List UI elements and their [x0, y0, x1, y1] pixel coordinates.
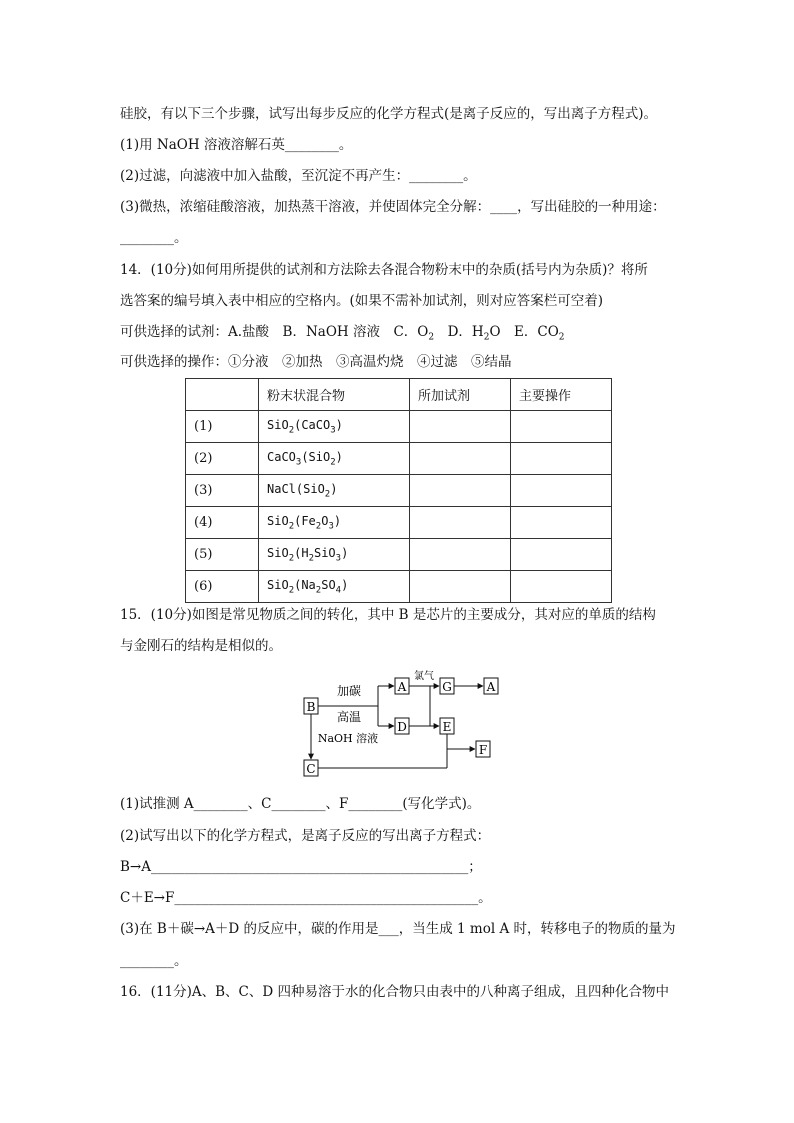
q15-eq-2: C＋E→F_____________________________________________。	[120, 890, 492, 906]
table-header-cell: 粉末状混合物	[259, 379, 410, 411]
mixture-cell: $SiO_2(H_2SiO_3)$	[259, 539, 410, 571]
operation-answer-cell[interactable]	[511, 411, 612, 443]
q13-line-4: (3)微热，浓缩硅酸溶液，加热蒸干溶液，并使固体完全分解：____，写出硅胶的一种用途：	[120, 199, 666, 215]
box-a2	[484, 678, 498, 694]
reagent-answer-cell[interactable]	[410, 475, 511, 507]
q14-reagents-a: 可供选择的试剂：A.盐酸 B．NaOH 溶液 C．O	[120, 324, 429, 340]
label-add-carbon: 加碳	[336, 684, 362, 698]
q13-line-1: 硅胶，有以下三个步骤，试写出每步反应的化学方程式(是离子反应的，写出离子方程式)。	[120, 106, 658, 122]
node-g: G	[442, 680, 452, 694]
q14-reagents-d: D．H	[434, 324, 484, 340]
row-number: (5)	[186, 539, 259, 571]
node-e: E	[442, 720, 452, 734]
mixture-cell: $SiO_2(Na_2SO_4)$	[259, 571, 410, 603]
q14-reagents: 可供选择的试剂：A.盐酸 B．NaOH 溶液 C．$O_2$ D．$H_2O$ E．$CO_2$	[120, 324, 565, 343]
table-row	[186, 539, 612, 571]
q13-line-5: ________。	[120, 230, 188, 246]
conversion-diagram	[290, 668, 510, 783]
q16-stem: 16．(11分)A、B、C、D 四种易溶于水的化合物只由表中的八种离子组成，且四种化合物中	[120, 984, 670, 1000]
reagent-answer-cell[interactable]	[410, 539, 511, 571]
label-naoh: NaOH 溶液	[317, 732, 379, 745]
table-row	[186, 443, 612, 475]
table-row	[186, 507, 612, 539]
q14-table	[185, 378, 612, 603]
table-header-row	[186, 379, 612, 411]
q15-stem-2: 与金刚石的结构是相似的。	[120, 638, 282, 654]
row-number: (3)	[186, 475, 259, 507]
q15-eq-1: B→A_______________________________________________；	[120, 859, 482, 875]
node-f: F	[478, 743, 488, 757]
q15-stem-1: 15．(10分)如图是常见物质之间的转化，其中 B 是芯片的主要成分，其对应的单质的结构	[120, 607, 656, 623]
node-b: B	[306, 700, 316, 714]
table-header-cell	[186, 379, 259, 411]
mixture-cell: CaCO$_3$(SiO$_2$)	[259, 443, 410, 475]
box-a1	[395, 678, 409, 694]
node-d: D	[397, 720, 407, 734]
operation-answer-cell[interactable]	[511, 539, 612, 571]
table-row	[186, 571, 612, 603]
q14-stem-2: 选答案的编号填入表中相应的空格内。(如果不需补加试剂，则对应答案栏可空着)	[120, 293, 604, 309]
q13-line-2: (1)用 NaOH 溶液溶解石英________。	[120, 137, 353, 153]
table-row	[186, 411, 612, 443]
operation-answer-cell[interactable]	[511, 475, 612, 507]
label-chlorine: 氯气	[414, 671, 434, 682]
q14-stem-1: 14．(10分)如何用所提供的试剂和方法除去各混合物粉末中的杂质(括号内为杂质)？将所	[120, 262, 648, 278]
reagent-answer-cell[interactable]	[410, 411, 511, 443]
table-header-cell: 主要操作	[511, 379, 612, 411]
box-c	[304, 760, 318, 776]
node-a: A	[397, 680, 407, 694]
row-number: (1)	[186, 411, 259, 443]
box-g	[440, 678, 454, 694]
q14-operations: 可供选择的操作：①分液 ②加热 ③高温灼烧 ④过滤 ⑤结晶	[120, 354, 512, 370]
table-header-cell: 所加试剂	[410, 379, 511, 411]
row-number: (2)	[186, 443, 259, 475]
node-a: A	[486, 680, 496, 694]
operation-answer-cell[interactable]	[511, 571, 612, 603]
reagent-answer-cell[interactable]	[410, 443, 511, 475]
box-d	[395, 718, 409, 734]
q15-sub-2: (2)试写出以下的化学方程式，是离子反应的写出离子方程式：	[120, 828, 491, 844]
operation-answer-cell[interactable]	[511, 443, 612, 475]
row-number: (6)	[186, 571, 259, 603]
reagent-answer-cell[interactable]	[410, 571, 511, 603]
node-c: C	[306, 762, 316, 776]
box-f	[476, 741, 490, 757]
mixture-cell: $SiO_2(Fe_2O_3)$	[259, 507, 410, 539]
operation-answer-cell[interactable]	[511, 507, 612, 539]
box-b	[304, 698, 318, 714]
q15-sub-1: (1)试推测 A________、C________、F________(写化学式)。	[120, 796, 481, 812]
q15-sub-3: (3)在 B＋碳→A＋D 的反应中，碳的作用是___，当生成 1 mol A 时，转移电子的物质的量为	[120, 921, 676, 937]
reagent-answer-cell[interactable]	[410, 507, 511, 539]
q14-reagents-e: O E．CO	[489, 324, 559, 340]
mixture-cell: NaCl(SiO$_2$)	[259, 475, 410, 507]
label-high-temp: 高温	[336, 710, 362, 724]
q13-line-3: (2)过滤，向滤液中加入盐酸，至沉淀不再产生：________。	[120, 168, 477, 184]
box-e	[440, 718, 454, 734]
row-number: (4)	[186, 507, 259, 539]
mixture-cell: SiO$_2$(CaCO$_3$)	[259, 411, 410, 443]
q15-sub-3-blank: ________。	[120, 953, 188, 969]
table-row	[186, 475, 612, 507]
